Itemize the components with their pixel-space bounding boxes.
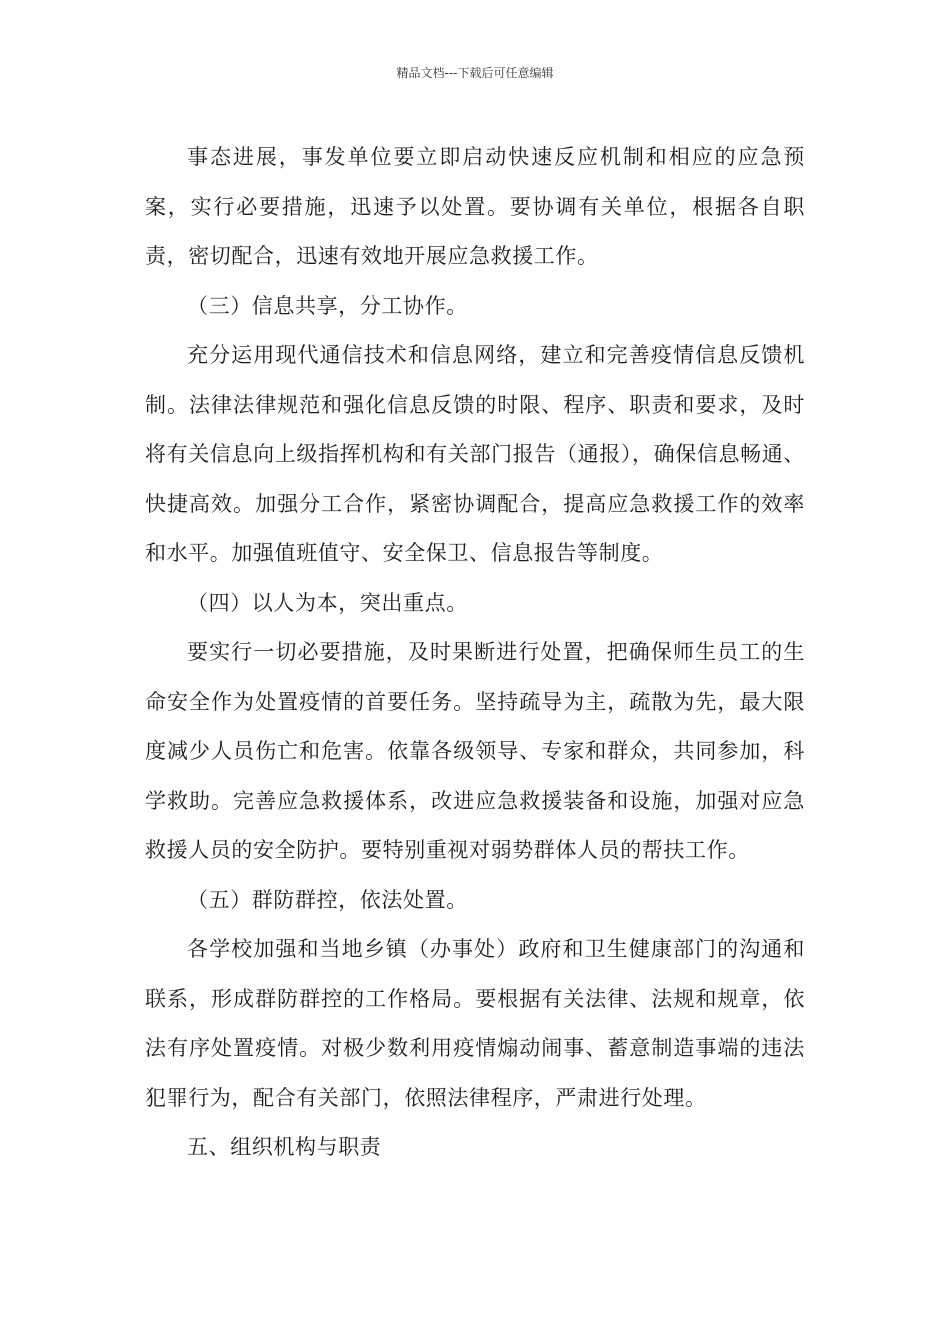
paragraph-group-prevention: 各学校加强和当地乡镇（办事处）政府和卫生健康部门的沟通和联系，形成群防群控的工作格局。要根据有关法律、法规和规章，依法有序处置疫情。对极少数利用疫情煽动闹事、蓄意制造事端的违法犯罪行为，配合有关部门，依照法律程序，严肃进行处理。 — [145, 937, 805, 1110]
paragraph-incident-response: 事态进展，事发单位要立即启动快速反应机制和相应的应急预案，实行必要措施，迅速予以处置。要协调有关单位，根据各自职责，密切配合，迅速有效地开展应急救援工作。 — [145, 145, 805, 268]
paragraph-people-first: 要实行一切必要措施，及时果断进行处置，把确保师生员工的生命安全作为处置疫情的首要任务。坚持疏导为主，疏散为先，最大限度减少人员伤亡和危害。依靠各级领导、专家和群众，共同参加，科学救助。完善应急救援体系，改进应急救援装备和设施，加强对应急救援人员的安全防护。要特别重视对弱势群体人员的帮扶工作。 — [145, 640, 805, 862]
section-heading-people-first: （四）以人为本，突出重点。 — [187, 590, 468, 615]
page-header: 精品文档---下载后可任意编辑 — [396, 66, 554, 80]
section-heading-info-sharing: （三）信息共享，分工协作。 — [187, 293, 468, 318]
section-heading-organization: 五、组织机构与职责 — [187, 1135, 382, 1159]
section-heading-group-prevention: （五）群防群控，依法处置。 — [187, 887, 468, 912]
paragraph-info-sharing: 充分运用现代通信技术和信息网络，建立和完善疫情信息反馈机制。法律法律规范和强化信息反馈的时限、程序、职责和要求，及时将有关信息向上级指挥机构和有关部门报告（通报），确保信息畅通、快捷高效。加强分工合作，紧密协调配合，提高应急救援工作的效率和水平。加强值班值守、安全保卫、信息报告等制度。 — [145, 343, 805, 565]
document-body — [145, 133, 805, 1173]
